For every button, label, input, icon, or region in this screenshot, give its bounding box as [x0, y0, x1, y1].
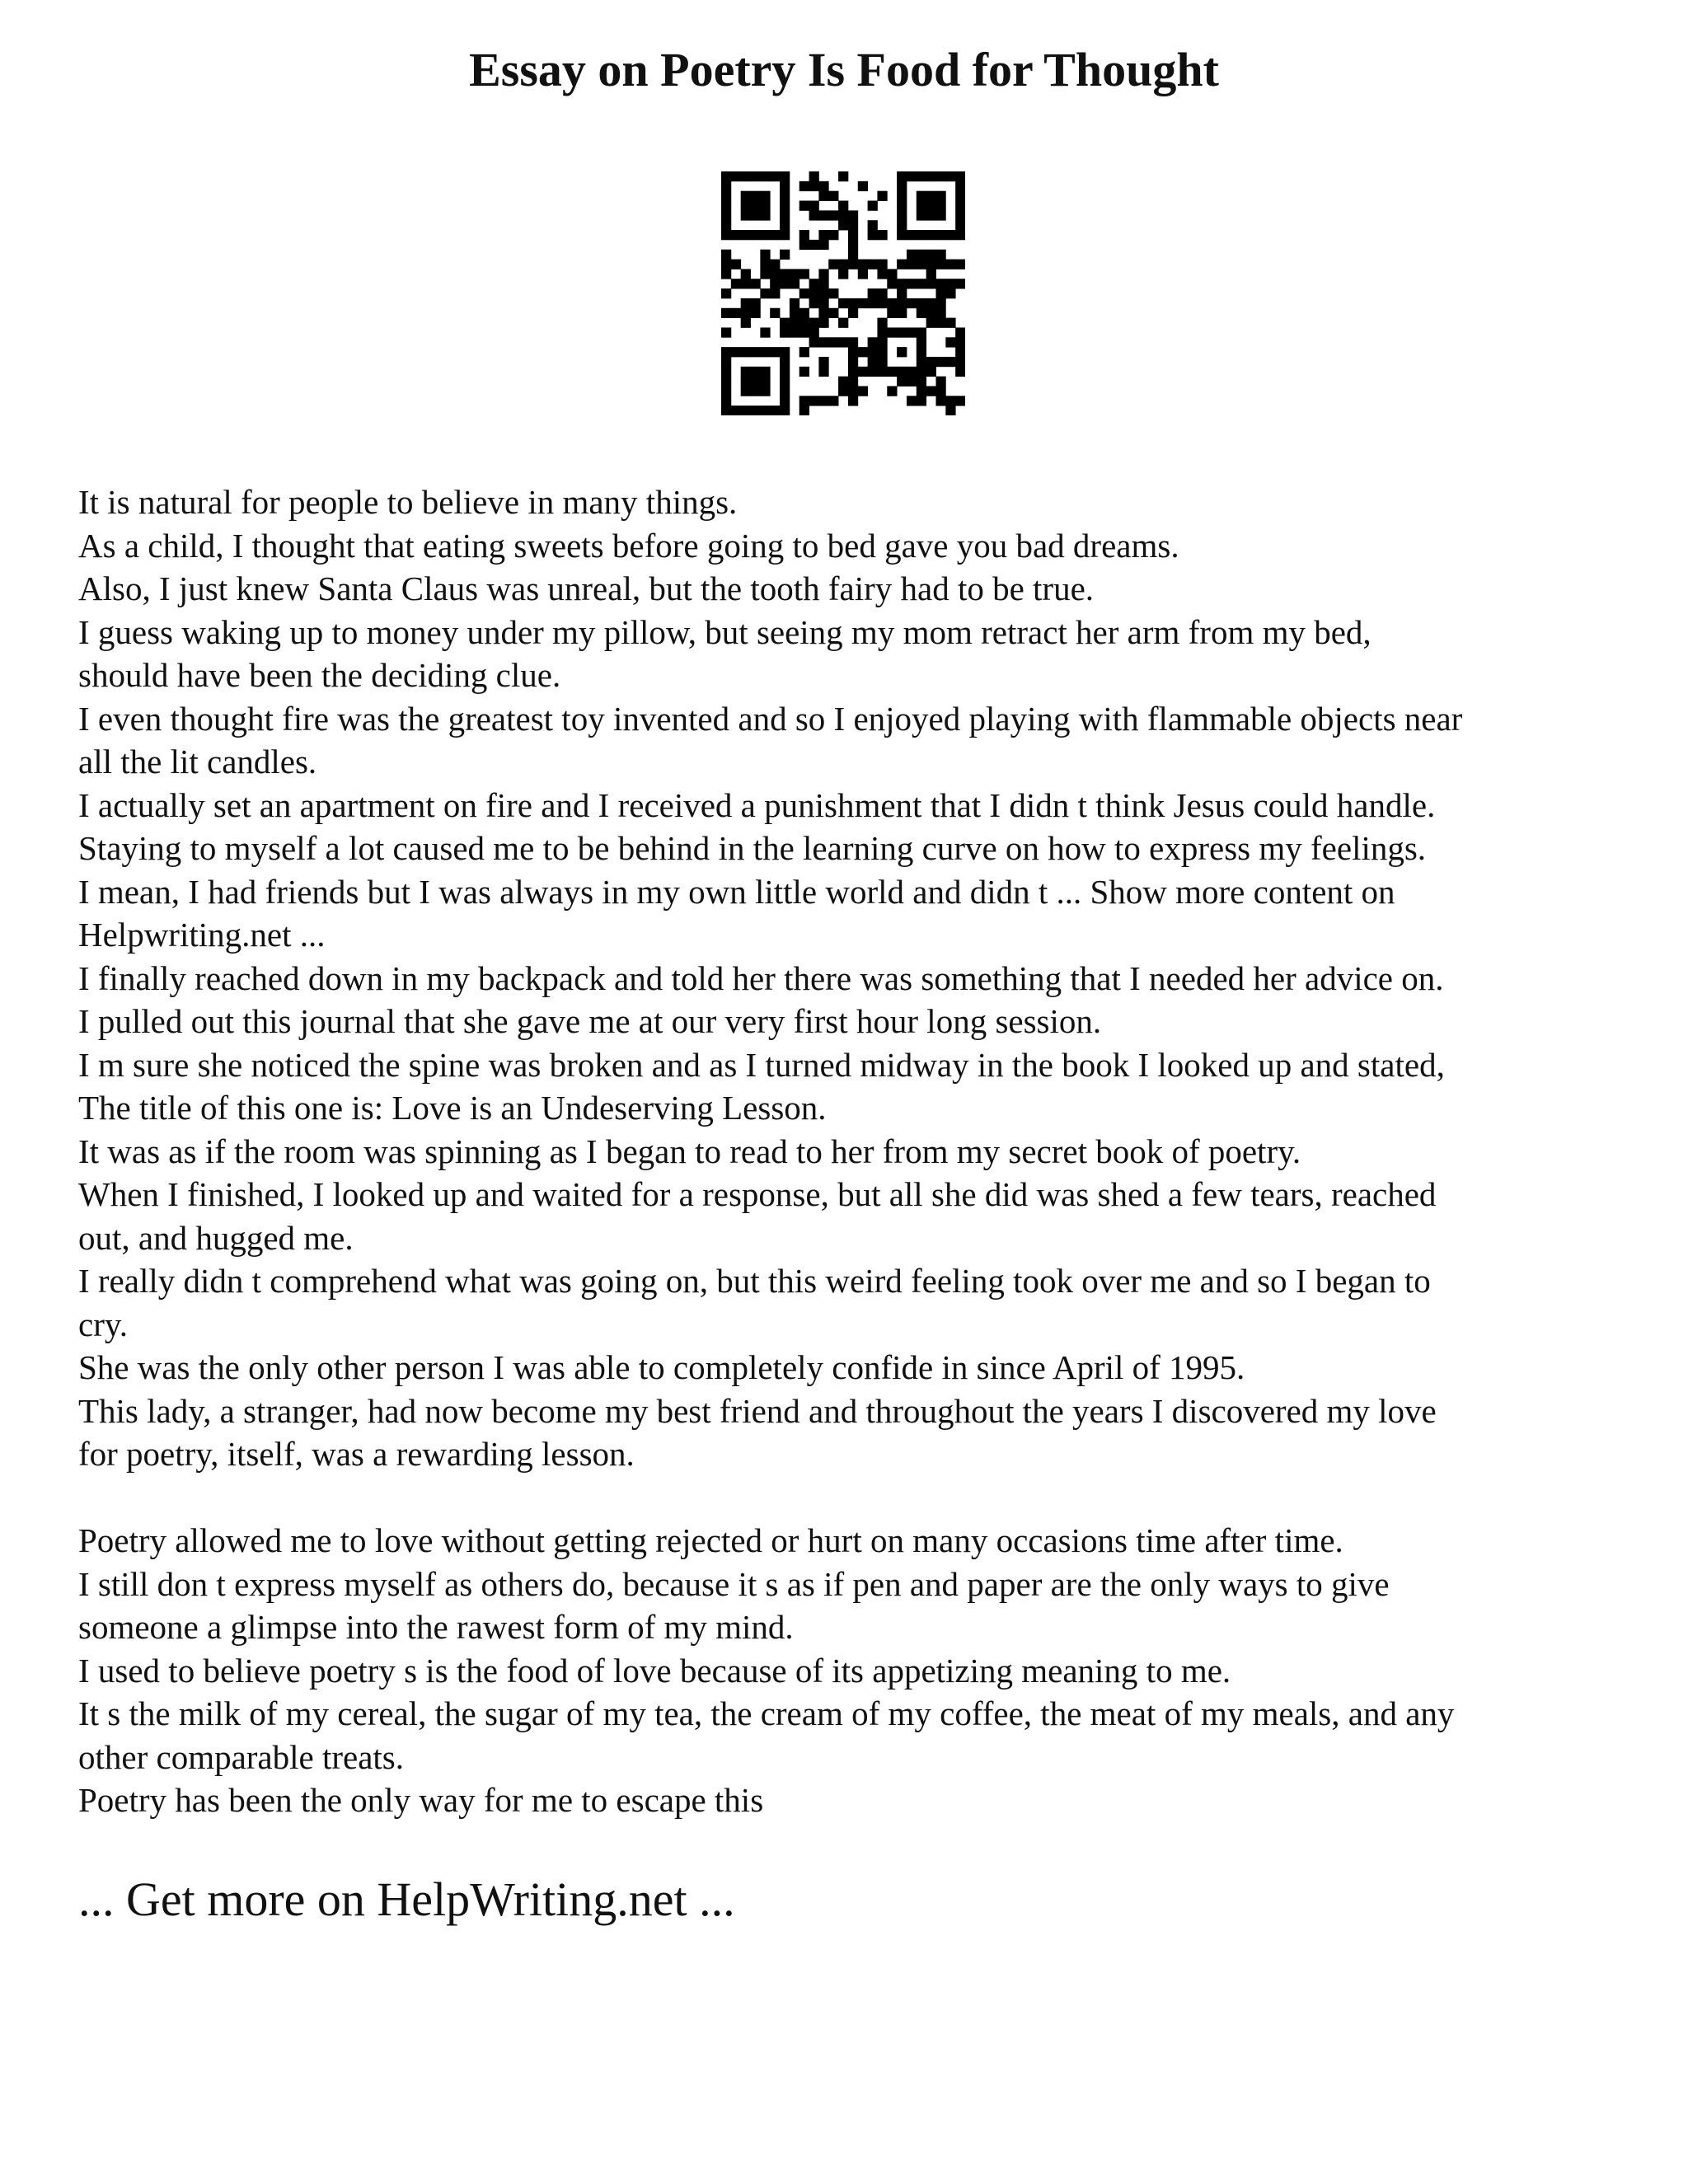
text-line: This lady, a stranger, had now become my best friend and throughout the years I discovered my love — [78, 1391, 1437, 1430]
text-line: It s the milk of my cereal, the sugar of my tea, the cream of my coffee, the meat of my meals, and any — [78, 1694, 1455, 1732]
text-line: As a child, I thought that eating sweets before going to bed gave you bad dreams. — [78, 526, 1179, 565]
text-line: I actually set an apartment on fire and I received a punishment that I didn t think Jesus could handle. — [78, 785, 1436, 824]
text-line: It was as if the room was spinning as I began to read to her from my secret book of poetry. — [78, 1132, 1301, 1170]
text-line: someone a glimpse into the rawest form of my mind. — [78, 1608, 794, 1646]
text-line: I even thought fire was the greatest toy invented and so I enjoyed playing with flammable objects near — [78, 699, 1463, 738]
text-line: cry. — [78, 1305, 128, 1343]
get-more-link[interactable]: ... Get more on HelpWriting.net ... — [78, 1872, 735, 1926]
text-line: I still don t express myself as others do, because it s as if pen and paper are the only ways to give — [78, 1564, 1390, 1603]
text-line: Poetry has been the only way for me to escape this — [78, 1781, 764, 1819]
text-line: I used to believe poetry s is the food of love because of its appetizing meaning to me. — [78, 1651, 1231, 1690]
qr-code-graphic — [721, 171, 965, 415]
text-line: She was the only other person I was able to completely confide in since April of 1995. — [78, 1348, 1245, 1386]
text-line: I really didn t comprehend what was going on, but this weird feeling took over me and so I began to — [78, 1262, 1431, 1300]
text-line: It is natural for people to believe in many things. — [78, 483, 738, 521]
text-line: I guess waking up to money under my pillow, but seeing my mom retract her arm from my bed, — [78, 612, 1372, 651]
qr-code-icon — [721, 171, 965, 415]
paragraph-2 — [78, 1519, 1628, 1822]
text-line: for poetry, itself, was a rewarding lesson. — [78, 1435, 635, 1473]
text-line: When I finished, I looked up and waited for a response, but all she did was shed a few tears, reached — [78, 1175, 1437, 1213]
text-line: Also, I just knew Santa Claus was unreal, but the tooth fairy had to be true. — [78, 569, 1095, 607]
text-line: Helpwriting.net ... — [78, 916, 326, 954]
page-title: Essay on Poetry Is Food for Thought — [469, 43, 1219, 96]
text-line: out, and hugged me. — [78, 1218, 354, 1257]
text-line: all the lit candles. — [78, 743, 317, 780]
text-line: I pulled out this journal that she gave me at our very first hour long session. — [78, 1002, 1102, 1040]
paragraph-1 — [78, 480, 1628, 1476]
essay-body — [78, 480, 1628, 1822]
text-line: should have been the deciding clue. — [78, 656, 561, 694]
text-line: The title of this one is: Love is an Undeserving Lesson. — [78, 1089, 827, 1127]
text-line: I mean, I had friends but I was always in my own little world and didn t ... Show more content on — [78, 872, 1395, 911]
paragraph-gap — [78, 1476, 1628, 1520]
text-line: other comparable treats. — [78, 1737, 405, 1776]
text-line: I m sure she noticed the spine was broken and as I turned midway in the book I looked up and stated, — [78, 1045, 1445, 1084]
text-line: Staying to myself a lot caused me to be behind in the learning curve on how to express my feelings. — [78, 829, 1427, 867]
text-line: I finally reached down in my backpack and told her there was something that I needed her advice on. — [78, 958, 1444, 997]
text-line: Poetry allowed me to love without getting rejected or hurt on many occasions time after time. — [78, 1521, 1343, 1559]
